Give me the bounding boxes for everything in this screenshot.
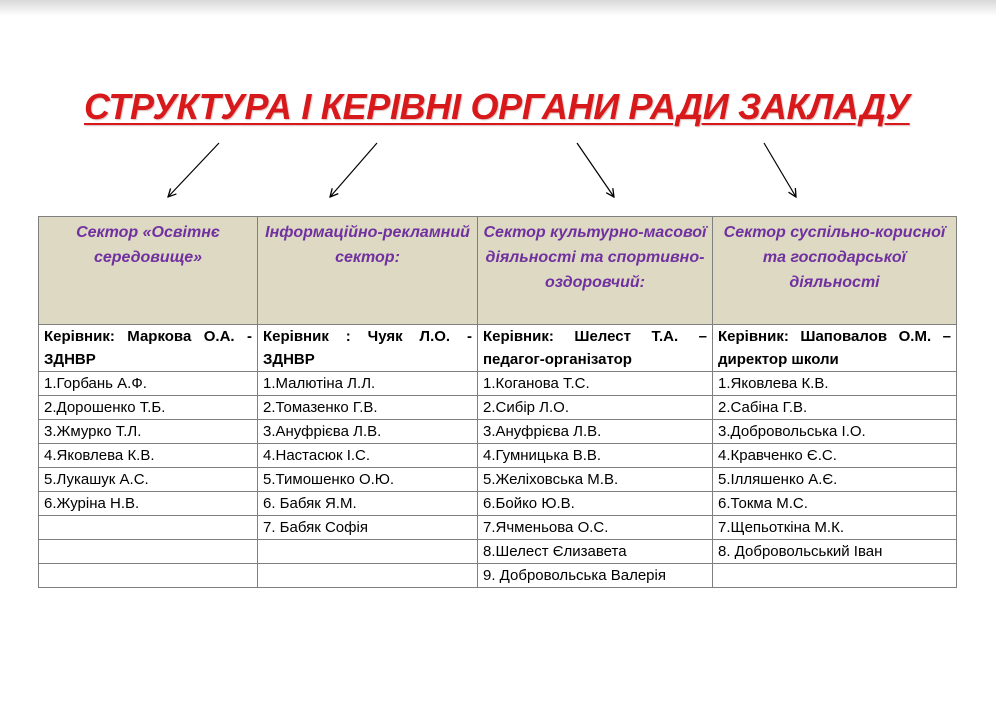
member-cell: 7.Ячменьова О.С. bbox=[478, 516, 713, 540]
member-cell: 3.Добровольська І.О. bbox=[713, 420, 957, 444]
member-cell: 5.Желіховська М.В. bbox=[478, 468, 713, 492]
table-row bbox=[39, 516, 957, 540]
member-cell: 5.Лукашук А.С. bbox=[39, 468, 258, 492]
member-cell: 7. Бабяк Софія bbox=[258, 516, 478, 540]
member-cell: 5.Тимошенко О.Ю. bbox=[258, 468, 478, 492]
sectors-table bbox=[38, 216, 957, 588]
member-cell: 6.Токма М.С. bbox=[713, 492, 957, 516]
member-cell: 6.Бойко Ю.В. bbox=[478, 492, 713, 516]
arrow-to-sector-2 bbox=[330, 143, 377, 197]
member-cell: 6. Бабяк Я.М. bbox=[258, 492, 478, 516]
member-cell bbox=[258, 540, 478, 564]
table-row bbox=[39, 420, 957, 444]
arrow-to-sector-4 bbox=[764, 143, 796, 197]
arrow-to-sector-3 bbox=[577, 143, 614, 197]
leader-row bbox=[39, 325, 957, 372]
header-row bbox=[39, 217, 957, 325]
member-cell bbox=[39, 564, 258, 588]
member-cell: 1.Малютіна Л.Л. bbox=[258, 372, 478, 396]
member-cell: 1.Коганова Т.С. bbox=[478, 372, 713, 396]
sector-header: Сектор суспільно-корисної та господарської діяльності bbox=[713, 217, 957, 325]
member-cell: 3.Ануфрієва Л.В. bbox=[478, 420, 713, 444]
sector-leader: Керівник : Чуяк Л.О. - ЗДНВР bbox=[258, 325, 478, 372]
member-cell bbox=[39, 516, 258, 540]
sector-leader: Керівник: Шелест Т.А. – педагог-організатор bbox=[478, 325, 713, 372]
member-cell: 1.Яковлева К.В. bbox=[713, 372, 957, 396]
member-cell: 2.Томазенко Г.В. bbox=[258, 396, 478, 420]
member-cell: 8. Добровольський Іван bbox=[713, 540, 957, 564]
member-cell: 4.Яковлева К.В. bbox=[39, 444, 258, 468]
member-cell: 6.Журіна Н.В. bbox=[39, 492, 258, 516]
arrow-to-sector-1 bbox=[168, 143, 219, 197]
slide-title: СТРУКТУРА І КЕРІВНІ ОРГАНИ РАДИ ЗАКЛАДУ bbox=[84, 86, 910, 127]
sector-header: Сектор «Освітнє середовище» bbox=[39, 217, 258, 325]
member-cell: 9. Добровольська Валерія bbox=[478, 564, 713, 588]
member-cell: 8.Шелест Єлизавета bbox=[478, 540, 713, 564]
member-cell: 3.Ануфрієва Л.В. bbox=[258, 420, 478, 444]
member-cell: 2.Сабіна Г.В. bbox=[713, 396, 957, 420]
member-cell: 2.Сибір Л.О. bbox=[478, 396, 713, 420]
member-cell: 4.Гумницька В.В. bbox=[478, 444, 713, 468]
member-cell: 7.Щепьоткіна М.К. bbox=[713, 516, 957, 540]
member-cell bbox=[713, 564, 957, 588]
member-cell: 4.Кравченко Є.С. bbox=[713, 444, 957, 468]
sector-header: Сектор культурно-масової діяльності та спортивно-оздоровчий: bbox=[478, 217, 713, 325]
member-cell: 2.Дорошенко Т.Б. bbox=[39, 396, 258, 420]
member-cell: 4.Настасюк І.С. bbox=[258, 444, 478, 468]
sector-header: Інформаційно-рекламний сектор: bbox=[258, 217, 478, 325]
sector-leader: Керівник: Маркова О.А. - ЗДНВР bbox=[39, 325, 258, 372]
sector-leader: Керівник: Шаповалов О.М. – директор школи bbox=[713, 325, 957, 372]
table-row bbox=[39, 540, 957, 564]
member-cell: 1.Горбань А.Ф. bbox=[39, 372, 258, 396]
table-row bbox=[39, 564, 957, 588]
member-cell bbox=[258, 564, 478, 588]
table-row bbox=[39, 444, 957, 468]
table-row bbox=[39, 396, 957, 420]
member-cell bbox=[39, 540, 258, 564]
member-cell: 5.Ілляшенко А.Є. bbox=[713, 468, 957, 492]
table-row bbox=[39, 492, 957, 516]
member-cell: 3.Жмурко Т.Л. bbox=[39, 420, 258, 444]
table-row bbox=[39, 468, 957, 492]
table-row bbox=[39, 372, 957, 396]
